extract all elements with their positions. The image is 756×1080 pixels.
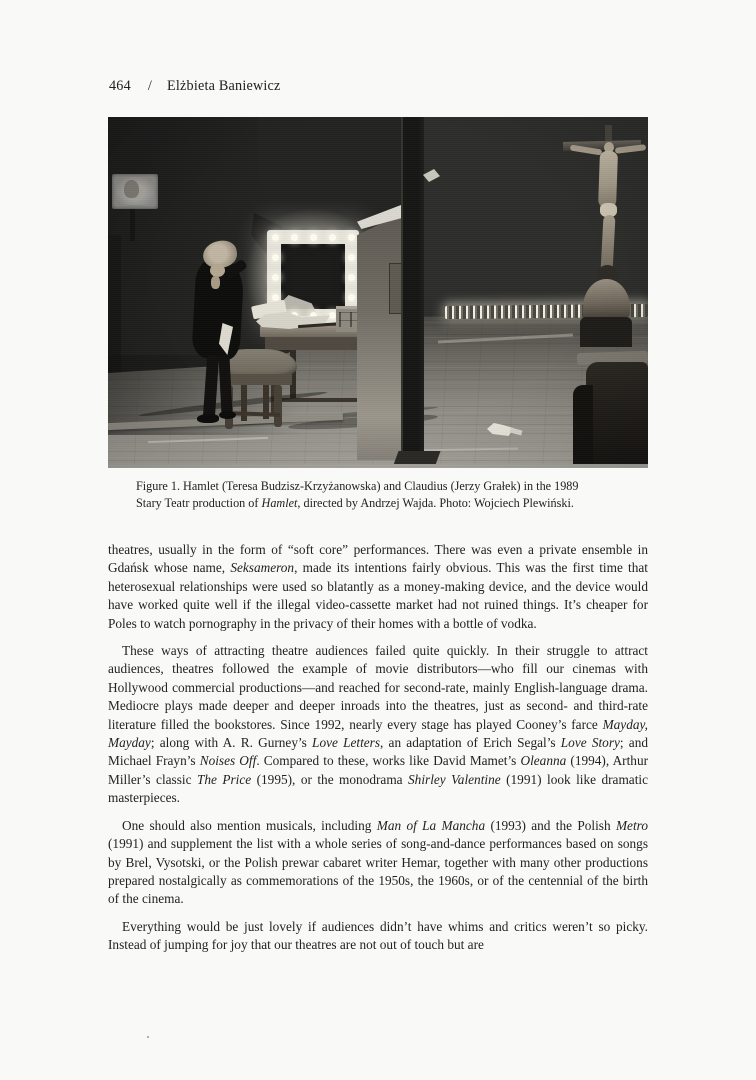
stage-photo — [108, 117, 648, 468]
light-bulb — [348, 234, 355, 241]
article-body — [108, 541, 648, 955]
light-bulb — [272, 234, 279, 241]
tv-monitor — [112, 174, 158, 209]
caption-line-2: Stary Teatr production of Hamlet, directed by Andrzej Wajda. Photo: Wojciech Plewiński. — [136, 495, 574, 510]
light-bulb — [310, 234, 317, 241]
hamlet-face — [210, 264, 225, 277]
light-bulb — [272, 294, 279, 301]
armchair-back — [586, 362, 648, 468]
hamlet-shoe — [197, 414, 219, 423]
christ-torso — [598, 151, 618, 210]
pillar-base — [393, 451, 440, 465]
scan-speck — [147, 1036, 149, 1038]
armchair-armrest — [573, 385, 593, 468]
light-bulb — [272, 254, 279, 261]
running-head — [109, 78, 649, 95]
caption-line-1: Figure 1. Hamlet (Teresa Budzisz-Krzyżanowska) and Claudius (Jerzy Grałek) in the 1989 — [136, 479, 579, 493]
light-bulb — [329, 312, 336, 319]
figure-caption — [136, 478, 614, 512]
light-bulb — [348, 294, 355, 301]
hamlet-shoe — [219, 411, 236, 419]
light-bulb — [348, 274, 355, 281]
light-bulb — [272, 274, 279, 281]
tv-face-image — [124, 180, 139, 198]
stool-leg — [274, 385, 282, 427]
light-bulb — [329, 234, 336, 241]
scenery-flat — [357, 213, 402, 460]
light-bulb — [291, 234, 298, 241]
tv-stand — [130, 209, 135, 241]
running-head-separator: / — [147, 78, 153, 94]
body-paragraph: theatres, usually in the form of “soft core” performances. There was even a private ensemble in Gdańsk whose name, Seksameron, made its intentions fairly obvious. This was the first time that heterosexual relationships were used so blatantly as a money-making device, and the device would have worked quite well if the illegal video-cassette market had not ruined things. It’s cheaper for Poles to watch pornography in the privacy of their homes with a bottle of vodka. — [108, 542, 648, 631]
hamlet-hand — [211, 276, 220, 289]
claudius-lower-body — [580, 317, 632, 347]
stage-apron-edge — [108, 464, 648, 468]
light-bulb — [348, 254, 355, 261]
body-paragraph: These ways of attracting theatre audiences failed quite quickly. In their struggle to attract audiences, theatres followed the example of movie distributors—who fill our cinemas with Hollywood commercial productions—and reached for second-rate, mainly English-language drama. Mediocre plays made deeper and deeper inroads into the theatres, just as second- and third-rate literature filled the bookstores. Since 1992, nearly every stage has played Cooney’s farce Mayday, Mayday; along with A. R. Gurney’s Love Letters, an adaptation of Erich Segal’s Love Story; and Michael Frayn’s Noises Off. Compared to these, works like David Mamet’s Oleanna (1994), Arthur Miller’s classic The Price (1995), or the monodrama Shirley Valentine (1991) look like dramatic masterpieces. — [108, 643, 649, 806]
page-number: 464 — [109, 78, 131, 94]
stage-pillar — [401, 117, 424, 463]
running-head-author: Elżbieta Baniewicz — [167, 78, 281, 94]
body-paragraph: One should also mention musicals, including Man of La Mancha (1993) and the Polish Metro (1991) and supplement the list with a whole series of song-and-dance performances based on songs by Brel, Vysotski, or the Polish prewar cabaret writer Hemar, together with many other productions prepared nostalgically as commemorations of the 1950s, the 1960s, or of the centennial of the birth of the cinema. — [108, 817, 648, 907]
body-paragraph: Everything would be just lovely if audiences didn’t have whims and critics weren’t so picky. Instead of jumping for joy that our theatres are not out of touch but are — [108, 918, 648, 953]
